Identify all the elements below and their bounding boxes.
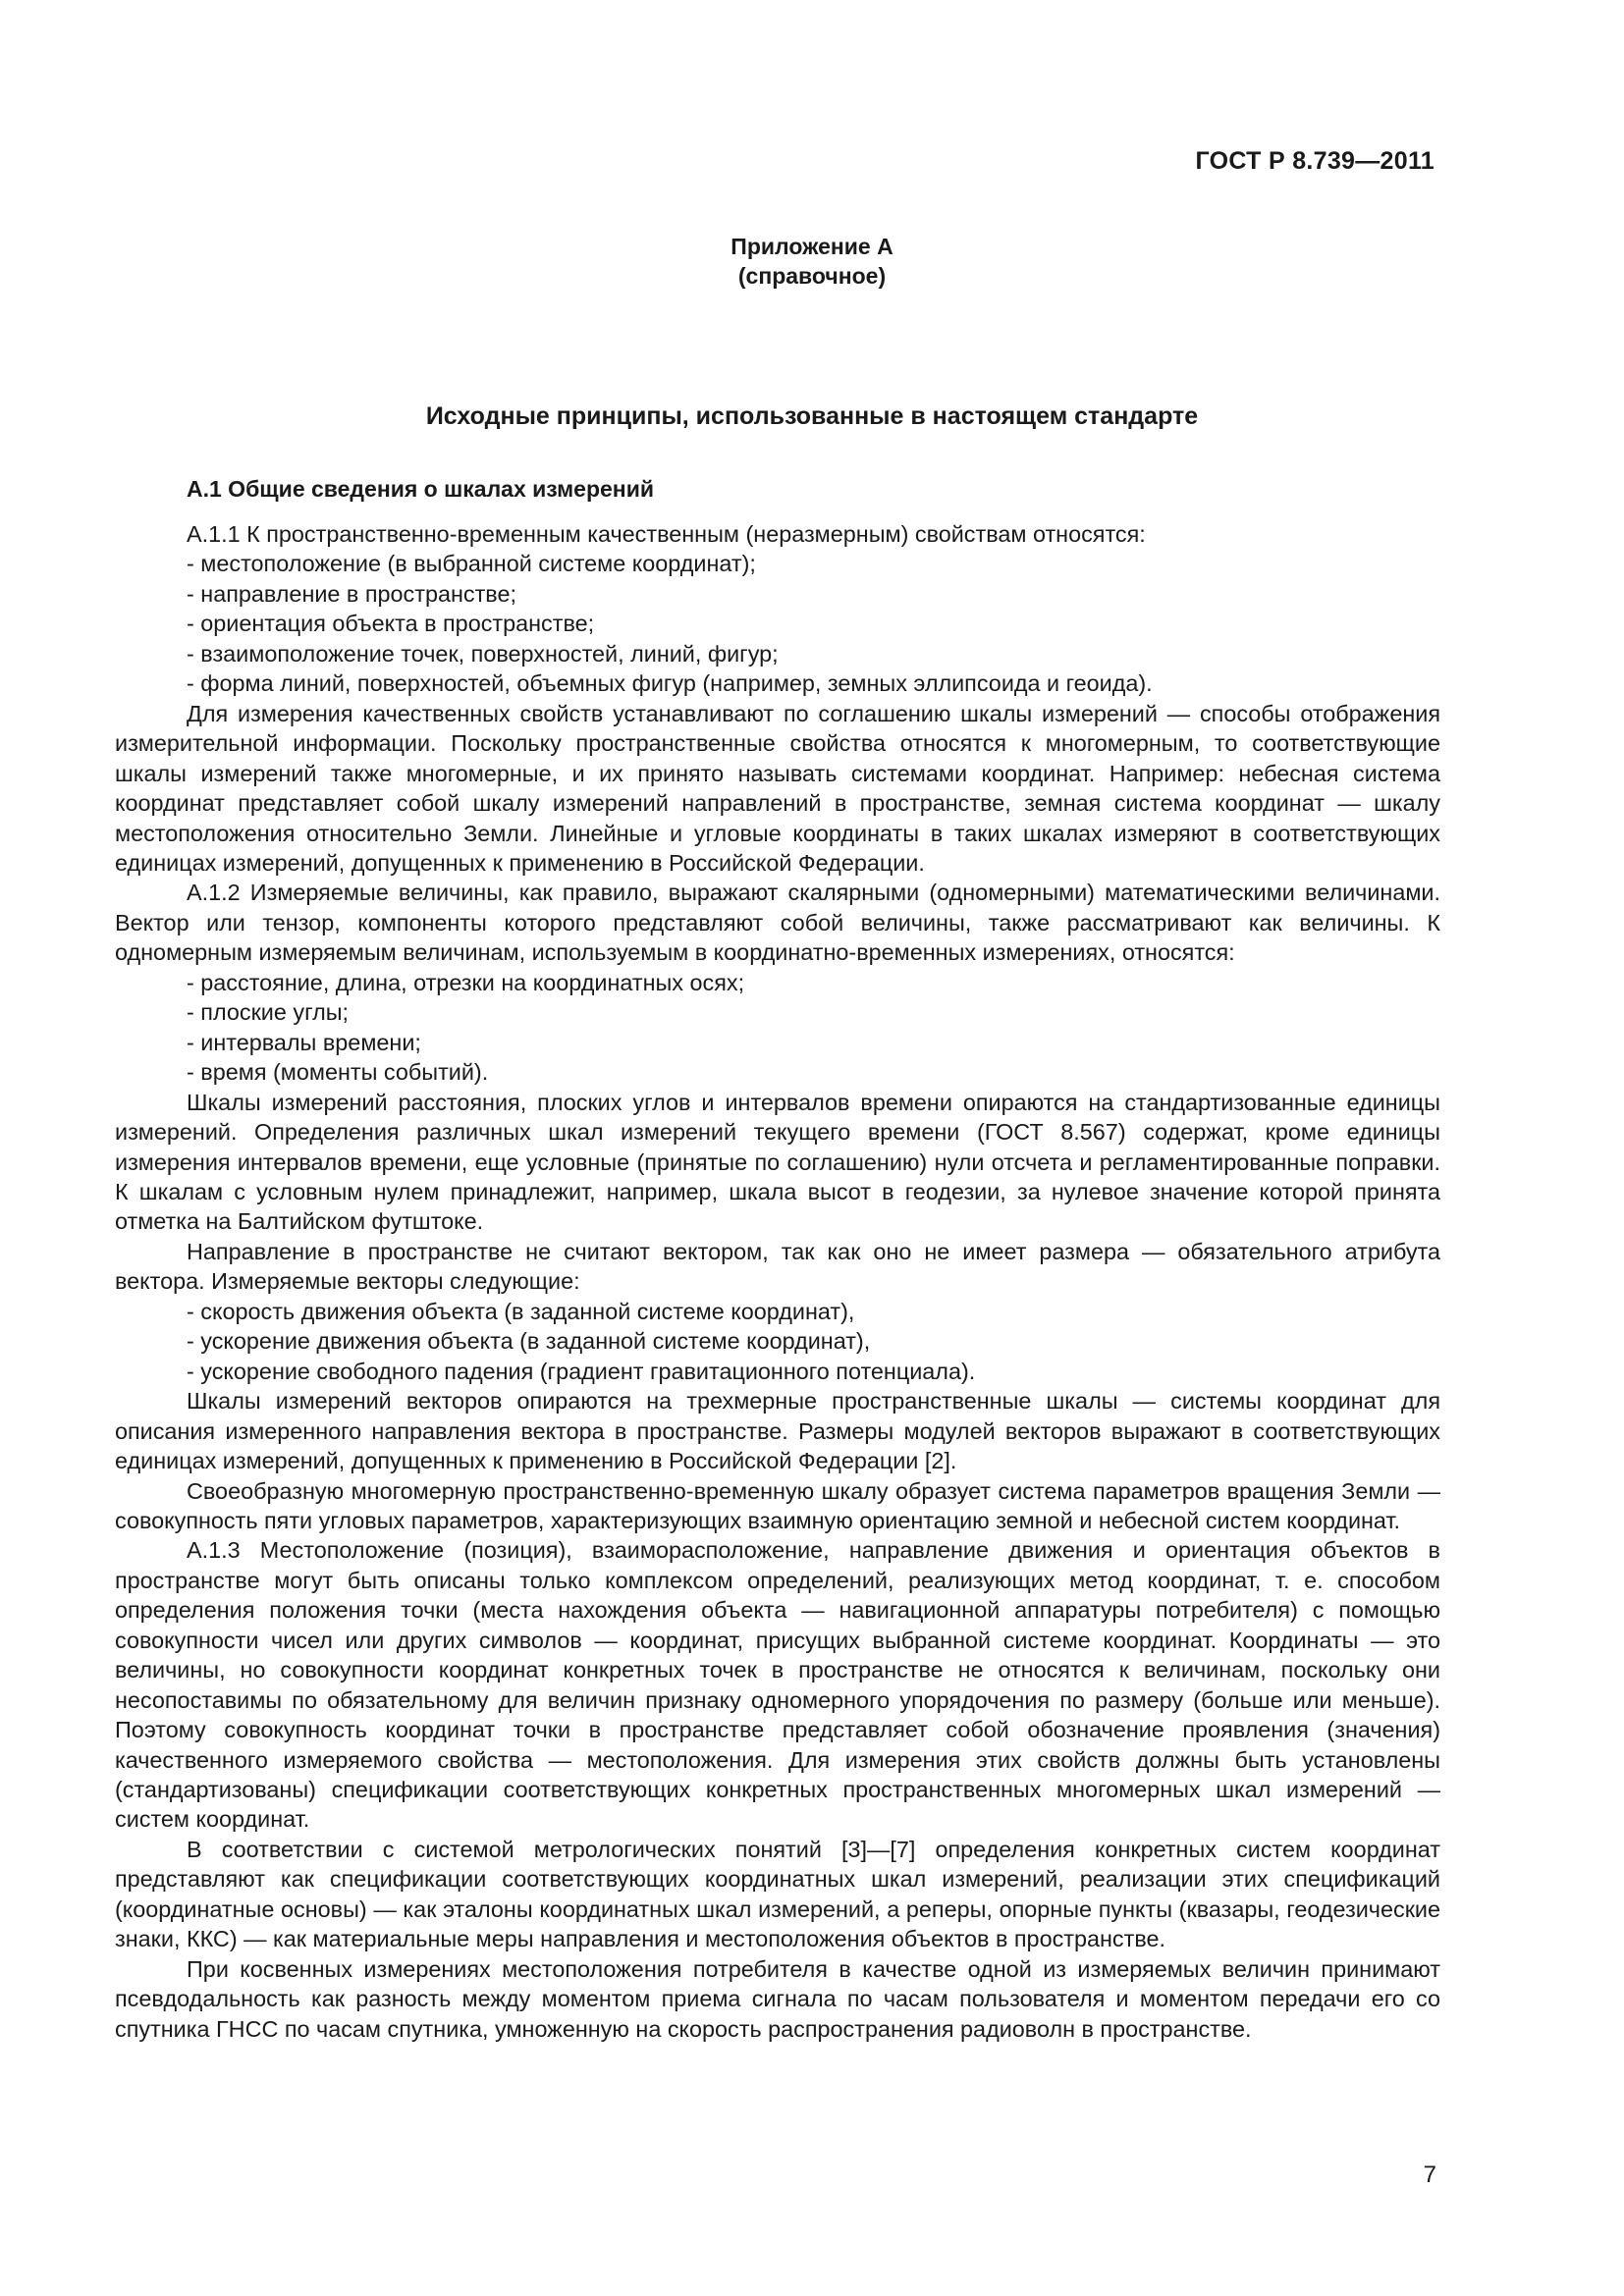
list-item: - форма линий, поверхностей, объемных фигур (например, земных эллипсоида и геоида). xyxy=(187,670,1153,697)
page-title: Исходные принципы, использованные в настоящем стандарте xyxy=(425,402,1199,430)
list-item: - скорость движения объекта (в заданной системе координат), xyxy=(187,1298,855,1324)
appendix-heading xyxy=(0,232,1624,291)
list-item: - интервалы времени; xyxy=(187,1029,421,1055)
list-item: - местоположение (в выбранной системе координат); xyxy=(187,551,756,577)
paragraph: Шкалы измерений расстояния, плоских углов и интервалов времени опираются на стандартизованные единицы измерений. Определения различных шкал измерений текущего времени (ГОСТ 8.567) содержат, кроме единицы измерения интервалов времени, еще условные (принятые по соглашению) нули отсчета и регламентированные поправки. К шкалам с условным нулем принадлежит, например, шкала высот в геодезии, за нулевое значение которой принята отметка на Балтийском футштоке. xyxy=(115,1089,1440,1235)
paragraph: Шкалы измерений векторов опираются на трехмерные пространственные шкалы — системы координат для описания измеренного направления вектора в пространстве. Размеры модулей векторов выражают в соответствующих единицах измерений, допущенных к применению в Российской Федерации [2]. xyxy=(115,1388,1440,1474)
list-item: - расстояние, длина, отрезки на координатных осях; xyxy=(187,969,745,995)
paragraph: А.1.3 Местоположение (позиция), взаиморасположение, направление движения и ориентация объектов в пространстве могут быть описаны только комплексом определений, реализующих метод координат, т. е. способом определения положения точки (места нахождения объекта — навигационной аппаратуры потребителя) с помощью совокупности чисел или других символов — координат, присущих выбранной системе координат. Координаты — это величины, но совокупности координат конкретных точек в пространстве не относятся к величинам, поскольку они несопоставимы по обязательному для величин признаку одномерного упорядочения по размеру (больше или меньше). Поэтому совокупность координат точки в пространстве представляет собой обозначение проявления (значения) качественного измеряемого свойства — местоположения. Для измерения этих свойств должны быть установлены (стандартизованы) спецификации соответствующих конкретных пространственных многомерных шкал измерений — систем координат. xyxy=(115,1537,1440,1833)
paragraph: При косвенных измерениях местоположения потребителя в качестве одной из измеряемых величин принимают псевдодальность как разность между моментом приема сигнала по часам пользователя и моментом передачи его со спутника ГНСС по часам спутника, умноженную на скорость распространения радиоволн в пространстве. xyxy=(115,1955,1440,2042)
paragraph: Направление в пространстве не считают вектором, так как оно не имеет размера — обязательного атрибута вектора. Измеряемые векторы следующие: xyxy=(115,1238,1440,1295)
paragraph: А.1.1 К пространственно-временным качественным (неразмерным) свойствам относятся: xyxy=(187,521,1146,547)
paragraph: Для измерения качественных свойств устанавливают по соглашению шкалы измерений — способы отображения измерительной информации. Поскольку пространственные свойства относятся к многомерным, то соответствующие шкалы измерений также многомерные, и их принято называть системами координат. Например: небесная система координат представляет собой шкалу измерений направлений в пространстве, земная система координат — шкалу местоположения относительно Земли. Линейные и угловые координаты в таких шкалах измеряют в соответствующих единицах измерений, допущенных к применению в Российской Федерации. xyxy=(115,700,1440,876)
list-item: - ориентация объекта в пространстве; xyxy=(187,611,595,637)
paragraph: В соответствии с системой метрологических понятий [3]—[7] определения конкретных систем координат представляют как спецификации соответствующих координатных шкал измерений, реализации этих спецификаций (координатные основы) — как эталоны координатных шкал измерений, а реперы, опорные пункты (квазары, геодезические знаки, ККС) — как материальные меры направления и местоположения объектов в пространстве. xyxy=(115,1836,1440,1952)
document-code-header: ГОСТ Р 8.739—2011 xyxy=(1195,147,1435,175)
list-item: - время (моменты событий). xyxy=(187,1059,489,1086)
list-item: - ускорение движения объекта (в заданной системе координат), xyxy=(187,1328,871,1355)
list-item: - взаимоположение точек, поверхностей, линий, фигур; xyxy=(187,640,779,667)
list-item: - ускорение свободного падения (градиент гравитационного потенциала). xyxy=(187,1358,976,1384)
appendix-label: Приложение А xyxy=(731,234,893,259)
list-item: - направление в пространстве; xyxy=(187,580,516,607)
paragraph: Своеобразную многомерную пространственно-временную шкалу образует система параметров вращения Земли — совокупность пяти угловых параметров, характеризующих взаимную ориентацию земной и небесной систем координат. xyxy=(115,1477,1440,1533)
paragraph: А.1.2 Измеряемые величины, как правило, выражают скалярными (одномерными) математическими величинами. Вектор или тензор, компоненты которого представляют собой величины, также рассматривают как величины. К одномерным измеряемым величинам, используемым в координатно-временных измерениях, относятся: xyxy=(115,880,1440,966)
appendix-kind: (справочное) xyxy=(737,263,887,289)
document-body xyxy=(115,519,1440,2044)
page-number: 7 xyxy=(1423,2162,1436,2188)
section-title: А.1 Общие сведения о шкалах измерений xyxy=(187,476,654,502)
list-item: - плоские углы; xyxy=(187,999,350,1026)
